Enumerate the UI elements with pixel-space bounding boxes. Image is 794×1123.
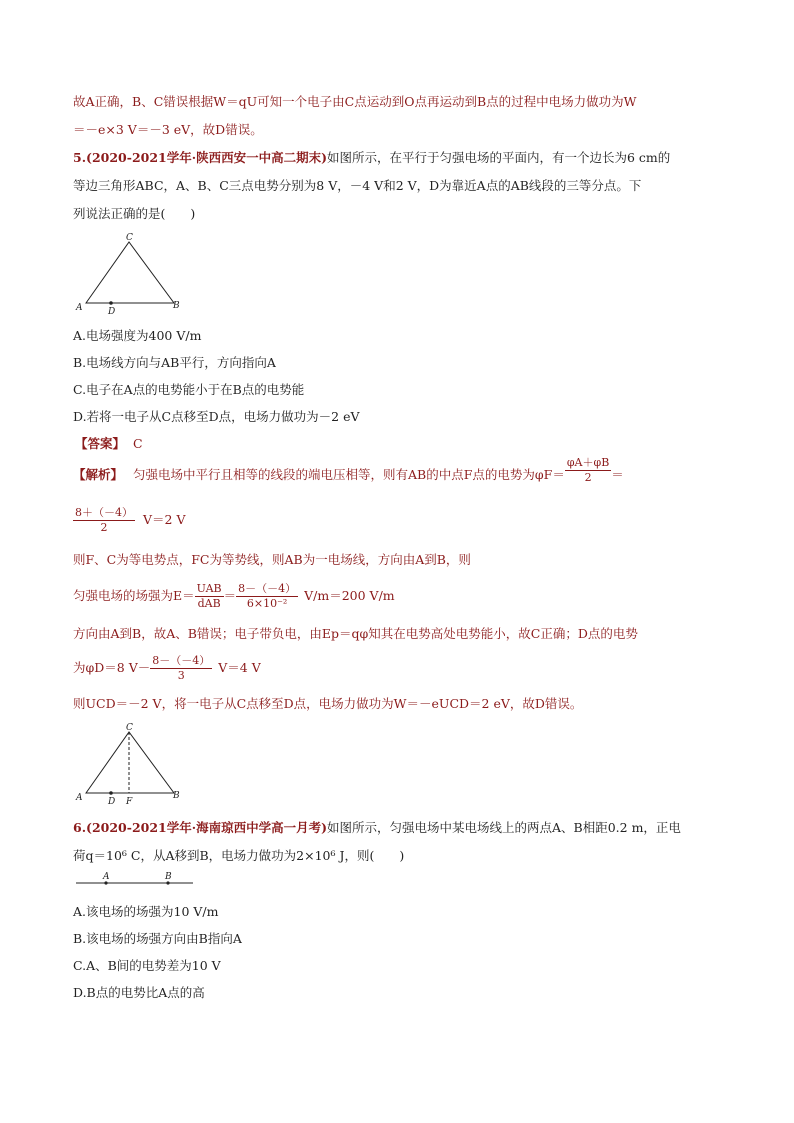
q5-stem-line-3: 列说法正确的是( ) — [73, 206, 196, 221]
q6-stem-line-2: 荷q＝10⁶ C，从A移到B，电场力做功为2×10⁶ J，则( ) — [73, 848, 405, 863]
analysis-label-d: D — [108, 797, 116, 807]
q6-label-b: B — [165, 872, 172, 882]
q5-analysis-text-4-mid: ＝ — [223, 588, 237, 603]
q5-stem-line-1 — [73, 152, 670, 165]
q5-fraction-3-denominator: dAB — [197, 597, 221, 610]
q5-fraction-1-denominator: 2 — [584, 471, 592, 484]
q5-analysis-label: 【解析】 — [73, 467, 124, 482]
q5-source: 5.(2020-2021学年·陕西西安一中高二期末) — [73, 150, 327, 165]
q5-analysis-text-6-pre: 为φD＝8 V－ — [73, 660, 151, 675]
q4-tail-line-1: 故A正确，B、C错误根据W＝qU可知一个电子由C点运动到O点再运动到B点的过程中电场力做功为W — [73, 94, 637, 109]
q5-option-b: B.电场线方向与AB平行，方向指向A — [73, 355, 276, 370]
q5-analysis-text-1-end: ＝ — [611, 467, 624, 482]
q5-fraction-5-numerator: 8－（－4） — [152, 654, 211, 667]
q5-answer-value: C — [133, 436, 143, 451]
q6-option-d: D.B点的电势比A点的高 — [73, 985, 205, 1000]
point-d — [109, 301, 113, 305]
q5-stem-text-1: 如图所示，在平行于匀强电场的平面内，有一个边长为6 cm的 — [327, 150, 671, 165]
analysis-label-f: F — [126, 797, 133, 807]
q6-option-c: C.A、B间的电势差为10 V — [73, 958, 221, 973]
q5-option-c: C.电子在A点的电势能小于在B点的电势能 — [73, 382, 305, 397]
q5-analysis-text-2-end: V＝2 V — [143, 512, 186, 527]
q5-fraction-5-denominator: 3 — [177, 669, 185, 682]
q5-analysis-fraction-5 — [150, 654, 212, 683]
q5-analysis-text-4-pre: 匀强电场的场强为E＝ — [73, 588, 195, 603]
q5-analysis-text-1: 匀强电场中平行且相等的线段的端电压相等，则有AB的中点F点的电势为φF＝ — [133, 467, 565, 482]
q5-option-d: D.若将一电子从C点移至D点，电场力做功为－2 eV — [73, 409, 360, 424]
q5-answer-label: 【答案】 — [75, 436, 126, 451]
q6-label-a: A — [103, 872, 110, 882]
label-d: D — [108, 307, 116, 317]
label-b: B — [173, 301, 180, 311]
q6-source: 6.(2020-2021学年·海南琼西中学高一月考) — [73, 820, 327, 835]
q5-analysis-text-4-end: V/m＝200 V/m — [304, 588, 395, 603]
q5-analysis-fraction-1 — [565, 456, 611, 485]
q5-fraction-3-numerator: UAB — [196, 582, 222, 595]
q6-stem-line-1 — [73, 822, 681, 835]
q6-option-a: A.该电场的场强为10 V/m — [73, 904, 219, 919]
label-c: C — [126, 233, 133, 243]
q5-fraction-2-numerator: 8＋（－4） — [75, 506, 133, 519]
q5-analysis-figure — [73, 720, 188, 810]
q5-analysis-fraction-3 — [195, 582, 224, 611]
q5-fraction-2-denominator: 2 — [100, 521, 108, 534]
q5-analysis-text-6-end: V＝4 V — [218, 660, 261, 675]
q5-analysis-fraction-2 — [73, 506, 135, 535]
analysis-label-b: B — [173, 791, 180, 801]
q6-stem-text-1: 如图所示，匀强电场中某电场线上的两点A、B相距0.2 m，正电 — [327, 820, 681, 835]
q6-field-line-figure — [73, 868, 198, 890]
q5-fraction-4-numerator: 8－（－4） — [238, 582, 297, 595]
q5-analysis-row-4 — [73, 582, 395, 611]
q4-tail-line-2: ＝－e×3 V＝－3 eV，故D错误。 — [73, 122, 263, 137]
analysis-label-a: A — [76, 793, 83, 803]
q5-analysis-row-5: 方向由A到B，故A、B错误；电子带负电，由Ep＝qφ知其在电势高处电势能小，故C正确；D点的电势 — [73, 626, 638, 641]
label-a: A — [76, 303, 83, 313]
triangle-abc — [86, 242, 174, 303]
analysis-label-c: C — [126, 723, 133, 733]
analysis-point-d — [109, 791, 113, 795]
q5-analysis-row-6 — [73, 654, 261, 683]
q5-stem-line-2: 等边三角形ABC，A、B、C三点电势分别为8 V，－4 V和2 V，D为靠近A点的AB线段的三等分点。下 — [73, 178, 642, 193]
q5-fraction-1-numerator: φA＋φB — [566, 456, 610, 469]
q5-analysis-row-2 — [73, 506, 185, 535]
q5-analysis-row-7: 则UCD＝－2 V，将一电子从C点移至D点，电场力做功为W＝－eUCD＝2 eV，故D错误。 — [73, 696, 583, 711]
q5-triangle-figure — [73, 230, 188, 320]
q5-option-a: A.电场强度为400 V/m — [73, 328, 202, 343]
q5-analysis-row-3: 则F、C为等电势点，FC为等势线，则AB为一电场线，方向由A到B，则 — [73, 552, 471, 567]
q5-fraction-4-denominator: 6×10⁻² — [246, 597, 288, 610]
q5-analysis-fraction-4 — [236, 582, 298, 611]
q5-answer-row — [75, 438, 143, 451]
analysis-triangle-abc — [86, 732, 174, 793]
q6-option-b: B.该电场的场强方向由B指向A — [73, 931, 242, 946]
